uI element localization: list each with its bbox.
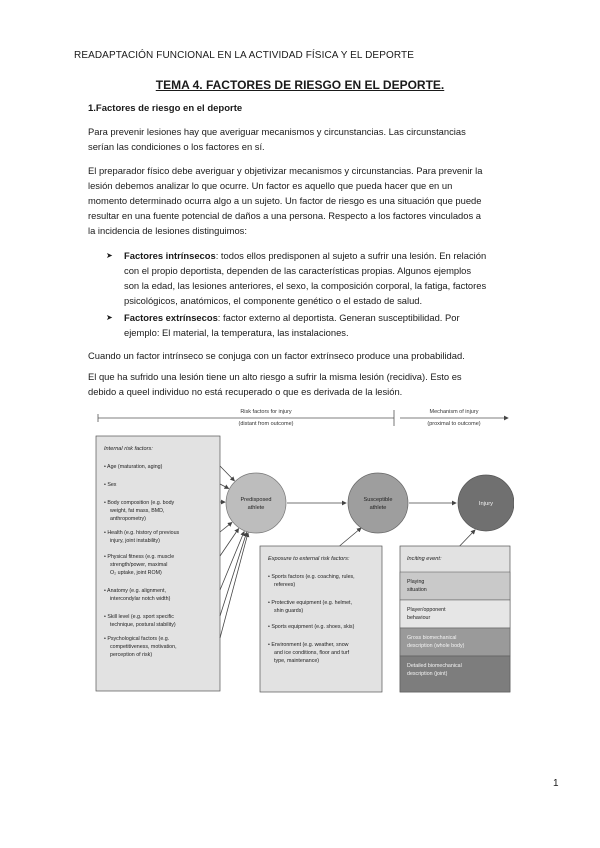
internal-item-text: • Skill level (e.g. sport specific (104, 614, 174, 620)
bullet-intrinsic: ➤ Factores intrínsecos: todos ellos predisponen al sujeto a sufrir una lesión. En relación con el propio deportista, dependen de las características propias. Algunos ejemplos son la edad, las lesiones anteriores, el sexo, la composición corporal, la fatiga, factores psicológicos, anatómicos, el componente genético o el estado de salud. (106, 250, 487, 306)
svg-text:Injury: Injury (478, 501, 494, 507)
event-item-text: description (joint) (407, 671, 448, 677)
internal-item-text: perception of risk) (110, 652, 153, 658)
internal-item-text: technique, postural stability) (110, 622, 176, 628)
internal-factor-arrow (220, 484, 229, 489)
external-item-text: type, maintenance) (274, 658, 320, 664)
internal-item-text: anthropometry) (110, 516, 146, 522)
internal-factor-arrow (220, 533, 247, 616)
arrow-bullet-icon: ➤ (106, 251, 113, 260)
risk-factor-diagram (94, 406, 514, 696)
inciting-event-band (400, 600, 510, 628)
inciting-event-band (400, 572, 510, 600)
event-item-text: behaviour (407, 615, 431, 621)
internal-item-text: • Physical fitness (e.g. muscle (104, 554, 175, 560)
arrow-bullet-icon: ➤ (106, 313, 113, 322)
external-factors-box (260, 546, 382, 692)
internal-item-text: competitiveness, motivation, (110, 644, 177, 650)
internal-factor-arrow (220, 466, 234, 481)
internal-item-text: • Age (maturation, aging) (104, 464, 163, 470)
internal-factor-arrow (220, 522, 232, 532)
svg-text:athlete: athlete (247, 505, 265, 511)
internal-item-text: • Sex (104, 482, 117, 488)
external-item-text: • Sports equipment (e.g. shoes, skis) (268, 624, 355, 630)
event-item-text: situation (407, 587, 427, 593)
event-item-text: Player/opponent (407, 607, 446, 613)
page-title: TEMA 4. FACTORES DE RIESGO EN EL DEPORTE. (155, 78, 445, 92)
paragraph-2: El preparador físico debe averiguar y objetivizar mecanismos y circunstancias. Para prevenir la lesión debemos analizar lo que ocurre. Un factor es aquello que pueda hacer que en un momento determinado ocurra algo a un sujeto. Un factor de riesgo es una situación que puede resultar en una fuente potencial de daños a una persona. Respecto a los factores vinculados a la incidencia de lesiones distinguimos: (88, 165, 483, 236)
inciting-event-band (400, 628, 510, 656)
bullet-extrinsic: ➤ Factores extrínsecos: factor externo al deportista. Generan susceptibilidad. Por ejemplo: El material, la temperatura, las instalaciones. (106, 312, 460, 338)
event-item-text: description (whole body) (407, 643, 465, 649)
internal-item-text: • Body composition (e.g. body (104, 500, 175, 506)
running-header: READAPTACIÓN FUNCIONAL EN LA ACTIVIDAD FÍSICA Y EL DEPORTE (74, 50, 414, 61)
page-number: 1 (553, 778, 559, 789)
paragraph-4: El que ha sufrido una lesión tiene un alto riesgo a sufrir la misma lesión (recidiva). Esto es debido a queel individuo no está recuperado o que es derivada de la lesión. (88, 371, 462, 397)
event-item-text: Detailed biomechanical (407, 663, 462, 669)
risk-label-2: (distant from outcome) (238, 421, 294, 427)
svg-text:athlete: athlete (369, 505, 387, 511)
internal-item-text: injury, joint instability) (110, 538, 160, 544)
internal-factor-arrow (220, 533, 248, 638)
external-item-text: • Sports factors (e.g. coaching, rules, (268, 574, 355, 580)
external-item-text: shin guards) (274, 608, 304, 614)
external-item-text: • Environment (e.g. weather, snow (268, 642, 349, 648)
internal-item-text: weight, fat mass, BMD, (110, 508, 165, 514)
internal-title: Internal risk factors: (104, 446, 153, 452)
susceptible-athlete-circle (348, 473, 408, 533)
external-item-text: and ice conditions, floor and turf (274, 650, 350, 656)
svg-text:Predisposed: Predisposed (240, 497, 272, 503)
internal-item-text: • Psychological factors (e.g. (104, 636, 170, 642)
external-item-text: • Protective equipment (e.g. helmet, (268, 600, 352, 606)
internal-item-text: intercondylar notch width) (110, 596, 171, 602)
internal-item-text: O₂ uptake, joint ROM) (110, 570, 162, 576)
internal-item-text: • Anatomy (e.g. alignment, (104, 588, 166, 594)
mech-label-1: Mechanism of injury (429, 409, 479, 415)
internal-item-text: strength/power, maximal (110, 562, 168, 568)
section-heading: 1.Factores de riesgo en el deporte (88, 103, 243, 114)
internal-item-text: • Health (e.g. history of previous (104, 530, 180, 536)
predisposed-athlete-circle (226, 473, 286, 533)
event-item-text: Gross biomechanical (407, 635, 457, 641)
paragraph-3: Cuando un factor intrínseco se conjuga con un factor extrínseco produce una probabilidad. (88, 350, 465, 361)
svg-text:Susceptible: Susceptible (363, 497, 393, 503)
risk-label-1: Risk factors for injury (240, 409, 292, 415)
event-item-text: Playing (407, 579, 425, 585)
event-title: Inciting event: (407, 556, 442, 562)
mech-label-2: (proximal to outcome) (427, 421, 481, 427)
event-items (400, 572, 510, 692)
external-title: Exposure to external risk factors: (268, 556, 350, 562)
paragraph-1: Para prevenir lesiones hay que averiguar mecanismos y circunstancias. Las circunstancias serían las condiciones o los factores en sí. (88, 126, 466, 152)
external-item-text: referees) (274, 582, 296, 588)
